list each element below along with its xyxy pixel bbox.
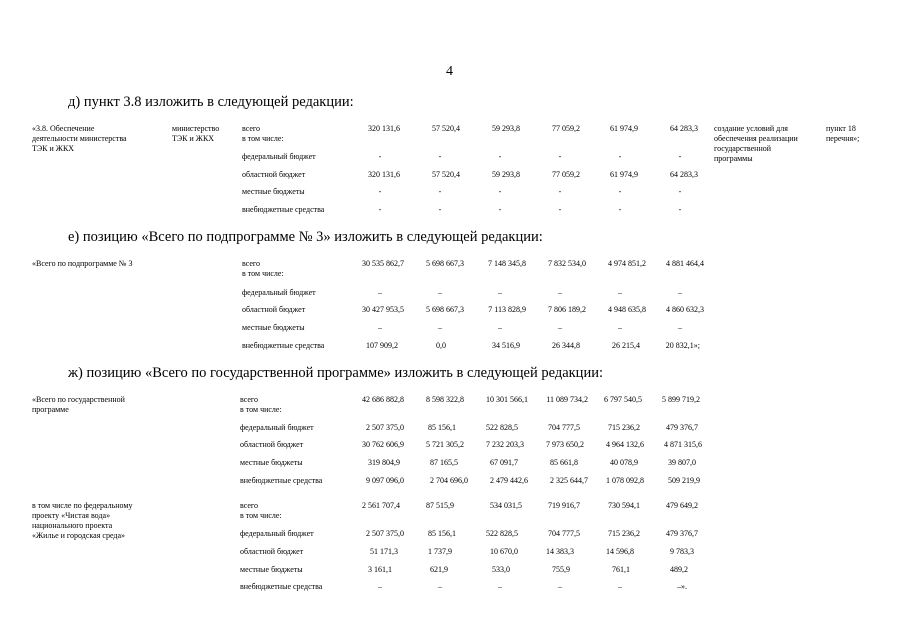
value-cell: – bbox=[378, 323, 382, 332]
row-label-total: всего bbox=[242, 259, 261, 268]
link-line: перечня»; bbox=[826, 134, 860, 143]
value-cell: 107 909,2 bbox=[366, 341, 398, 350]
value-cell: 522 828,5 bbox=[486, 423, 518, 432]
row-label-total: всего bbox=[240, 395, 259, 404]
value-cell: 2 561 707,4 bbox=[362, 501, 400, 510]
value-cell: – bbox=[558, 582, 562, 591]
value-cell: - bbox=[438, 152, 442, 161]
value-cell: 2 507 375,0 bbox=[366, 529, 404, 538]
value-cell: 319 804,9 bbox=[368, 458, 400, 467]
row-label-local: местные бюджеты bbox=[240, 458, 303, 467]
value-cell: 64 283,3 bbox=[670, 170, 698, 179]
row-label-regional: областной бюджет bbox=[240, 547, 304, 556]
row-label-extra: внебюджетные средства bbox=[240, 582, 323, 591]
value-cell: 67 091,7 bbox=[490, 458, 518, 467]
section-e-heading: е) позицию «Всего по подпрограмме № 3» изложить в следующей редакции: bbox=[68, 229, 543, 245]
value-cell: - bbox=[678, 205, 682, 214]
value-cell: 479 376,7 bbox=[666, 423, 698, 432]
value-cell: 1 078 092,8 bbox=[606, 476, 644, 485]
value-cell: - bbox=[378, 187, 382, 196]
value-cell: 77 059,2 bbox=[552, 170, 580, 179]
row-label-local: местные бюджеты bbox=[242, 323, 305, 332]
row-label-extra: внебюджетные средства bbox=[242, 205, 325, 214]
value-cell: 85 156,1 bbox=[428, 423, 456, 432]
value-cell: 42 686 882,8 bbox=[362, 395, 404, 404]
value-cell: – bbox=[558, 288, 562, 297]
value-cell: 2 507 375,0 bbox=[366, 423, 404, 432]
value-cell: 1 737,9 bbox=[428, 547, 452, 556]
value-cell: 5 698 667,3 bbox=[426, 259, 464, 268]
value-cell: 11 089 734,2 bbox=[546, 395, 588, 404]
value-cell: 5 698 667,3 bbox=[426, 305, 464, 314]
row-label-incl: в том числе: bbox=[240, 405, 282, 414]
value-cell: 7 113 828,9 bbox=[488, 305, 526, 314]
value-cell: – bbox=[618, 288, 622, 297]
value-cell: – bbox=[378, 288, 382, 297]
value-cell: - bbox=[498, 205, 502, 214]
page-number: 4 bbox=[446, 64, 453, 79]
value-cell: – bbox=[498, 323, 502, 332]
row-label-extra: внебюджетные средства bbox=[240, 476, 323, 485]
value-cell: 64 283,3 bbox=[670, 124, 698, 133]
value-cell: 9 783,3 bbox=[670, 547, 694, 556]
value-cell: - bbox=[618, 205, 622, 214]
value-cell: 61 974,9 bbox=[610, 124, 638, 133]
row-label-regional: областной бюджет bbox=[242, 170, 306, 179]
value-cell: 4 948 635,8 bbox=[608, 305, 646, 314]
row-label-total: всего bbox=[240, 501, 259, 510]
row-label-federal: федеральный бюджет bbox=[240, 529, 314, 538]
value-cell: - bbox=[618, 187, 622, 196]
value-cell: 51 171,3 bbox=[370, 547, 398, 556]
item-name-line: «Всего по государственной bbox=[32, 395, 125, 404]
value-cell: 7 806 189,2 bbox=[548, 305, 586, 314]
item-name-line: ТЭК и ЖКХ bbox=[32, 144, 75, 153]
value-cell: 4 881 464,4 bbox=[666, 259, 704, 268]
row-label-regional: областной бюджет bbox=[242, 305, 306, 314]
value-cell: 57 520,4 bbox=[432, 170, 460, 179]
value-cell: - bbox=[618, 152, 622, 161]
value-cell: 533,0 bbox=[492, 565, 510, 574]
value-cell: 719 916,7 bbox=[548, 501, 580, 510]
executor-line: ТЭК и ЖКХ bbox=[172, 134, 215, 143]
value-cell: - bbox=[378, 152, 382, 161]
value-cell: - bbox=[498, 187, 502, 196]
item-name-line: программе bbox=[32, 405, 69, 414]
value-cell: - bbox=[678, 152, 682, 161]
row-label-extra: внебюджетные средства bbox=[242, 341, 325, 350]
row-label-incl: в том числе: bbox=[242, 269, 284, 278]
value-cell: 5 721 305,2 bbox=[426, 440, 464, 449]
value-cell: 4 974 851,2 bbox=[608, 259, 646, 268]
value-cell: 509 219,9 bbox=[668, 476, 700, 485]
value-cell: – bbox=[678, 288, 682, 297]
value-cell: 40 078,9 bbox=[610, 458, 638, 467]
value-cell: - bbox=[378, 205, 382, 214]
value-cell: – bbox=[438, 288, 442, 297]
value-cell: 5 899 719,2 bbox=[662, 395, 700, 404]
value-cell: 2 325 644,7 bbox=[550, 476, 588, 485]
value-cell: 4 964 132,6 bbox=[606, 440, 644, 449]
sub-item-name-line: национального проекта bbox=[32, 521, 113, 530]
section-d-heading: д) пункт 3.8 изложить в следующей редакции: bbox=[68, 94, 354, 110]
value-cell: - bbox=[558, 205, 562, 214]
row-label-total: всего bbox=[242, 124, 261, 133]
value-cell: 761,1 bbox=[612, 565, 630, 574]
row-label-federal: федеральный бюджет bbox=[240, 423, 314, 432]
value-cell: – bbox=[498, 582, 502, 591]
value-cell: 7 832 534,0 bbox=[548, 259, 586, 268]
sub-item-name-line: в том числе по федеральному bbox=[32, 501, 133, 510]
row-label-local: местные бюджеты bbox=[242, 187, 305, 196]
value-cell: 30 535 862,7 bbox=[362, 259, 404, 268]
value-cell: 87 515,9 bbox=[426, 501, 454, 510]
value-cell: - bbox=[438, 205, 442, 214]
value-cell: 534 031,5 bbox=[490, 501, 522, 510]
value-cell: 26 215,4 bbox=[612, 341, 640, 350]
result-line: создание условий для bbox=[714, 124, 788, 133]
value-cell: 730 594,1 bbox=[608, 501, 640, 510]
value-cell: 704 777,5 bbox=[548, 423, 580, 432]
value-cell: 715 236,2 bbox=[608, 529, 640, 538]
value-cell: 20 832,1»; bbox=[665, 341, 700, 350]
value-cell: 61 974,9 bbox=[610, 170, 638, 179]
executor-line: министерство bbox=[172, 124, 220, 133]
value-cell: - bbox=[558, 187, 562, 196]
row-label-federal: федеральный бюджет bbox=[242, 152, 316, 161]
value-cell: 2 479 442,6 bbox=[490, 476, 528, 485]
value-cell: 4 871 315,6 bbox=[664, 440, 702, 449]
value-cell: 7 973 650,2 bbox=[546, 440, 584, 449]
value-cell: 10 301 566,1 bbox=[486, 395, 528, 404]
value-cell: 2 704 696,0 bbox=[430, 476, 468, 485]
value-cell: 7 148 345,8 bbox=[488, 259, 526, 268]
value-cell: 26 344,8 bbox=[552, 341, 580, 350]
value-cell: 77 059,2 bbox=[552, 124, 580, 133]
value-cell: - bbox=[438, 187, 442, 196]
value-cell: 59 293,8 bbox=[492, 170, 520, 179]
value-cell: 59 293,8 bbox=[492, 124, 520, 133]
value-cell: 755,9 bbox=[552, 565, 570, 574]
value-cell: 30 427 953,5 bbox=[362, 305, 404, 314]
item-name-line: «3.8. Обеспечение bbox=[32, 124, 95, 133]
value-cell: 320 131,6 bbox=[368, 170, 400, 179]
value-cell: 6 797 540,5 bbox=[604, 395, 642, 404]
value-cell: 85 661,8 bbox=[550, 458, 578, 467]
value-cell: – bbox=[438, 582, 442, 591]
result-line: государственной bbox=[714, 144, 772, 153]
value-cell: 3 161,1 bbox=[368, 565, 392, 574]
value-cell: 10 670,0 bbox=[490, 547, 518, 556]
value-cell: 479 649,2 bbox=[666, 501, 698, 510]
value-cell: 14 596,8 bbox=[606, 547, 634, 556]
value-cell: 34 516,9 bbox=[492, 341, 520, 350]
row-label-federal: федеральный бюджет bbox=[242, 288, 316, 297]
value-cell: 704 777,5 bbox=[548, 529, 580, 538]
sub-item-name-line: «Жилье и городская среда» bbox=[32, 531, 126, 540]
value-cell: – bbox=[678, 323, 682, 332]
row-label-local: местные бюджеты bbox=[240, 565, 303, 574]
value-cell: - bbox=[678, 187, 682, 196]
value-cell: 320 131,6 bbox=[368, 124, 400, 133]
value-cell: – bbox=[378, 582, 382, 591]
value-cell: – bbox=[498, 288, 502, 297]
value-cell: 4 860 632,3 bbox=[666, 305, 704, 314]
value-cell: 715 236,2 bbox=[608, 423, 640, 432]
value-cell: 9 097 096,0 bbox=[366, 476, 404, 485]
value-cell: 7 232 203,3 bbox=[486, 440, 524, 449]
link-line: пункт 18 bbox=[826, 124, 856, 133]
result-line: обеспечения реализации bbox=[714, 134, 798, 143]
value-cell: 8 598 322,8 bbox=[426, 395, 464, 404]
item-name-line: «Всего по подпрограмме № 3 bbox=[32, 259, 133, 268]
value-cell: 30 762 606,9 bbox=[362, 440, 404, 449]
value-cell: 479 376,7 bbox=[666, 529, 698, 538]
row-label-incl: в том числе: bbox=[240, 511, 282, 520]
value-cell: 522 828,5 bbox=[486, 529, 518, 538]
value-cell: 621,9 bbox=[430, 565, 448, 574]
section-zh-heading: ж) позицию «Всего по государственной программе» изложить в следующей редакции: bbox=[68, 365, 603, 381]
value-cell: - bbox=[558, 152, 562, 161]
value-cell: 85 156,1 bbox=[428, 529, 456, 538]
value-cell: – bbox=[438, 323, 442, 332]
value-cell: –». bbox=[677, 582, 687, 591]
value-cell: - bbox=[498, 152, 502, 161]
value-cell: 39 807,0 bbox=[668, 458, 696, 467]
value-cell: 489,2 bbox=[670, 565, 688, 574]
value-cell: 14 383,3 bbox=[546, 547, 574, 556]
row-label-regional: областной бюджет bbox=[240, 440, 304, 449]
value-cell: – bbox=[618, 323, 622, 332]
value-cell: 57 520,4 bbox=[432, 124, 460, 133]
value-cell: 87 165,5 bbox=[430, 458, 458, 467]
row-label-incl: в том числе: bbox=[242, 134, 284, 143]
value-cell: 0,0 bbox=[436, 341, 446, 350]
result-line: программы bbox=[714, 154, 753, 163]
value-cell: – bbox=[558, 323, 562, 332]
item-name-line: деятельности министерства bbox=[32, 134, 127, 143]
sub-item-name-line: проекту «Чистая вода» bbox=[32, 511, 111, 520]
value-cell: – bbox=[618, 582, 622, 591]
